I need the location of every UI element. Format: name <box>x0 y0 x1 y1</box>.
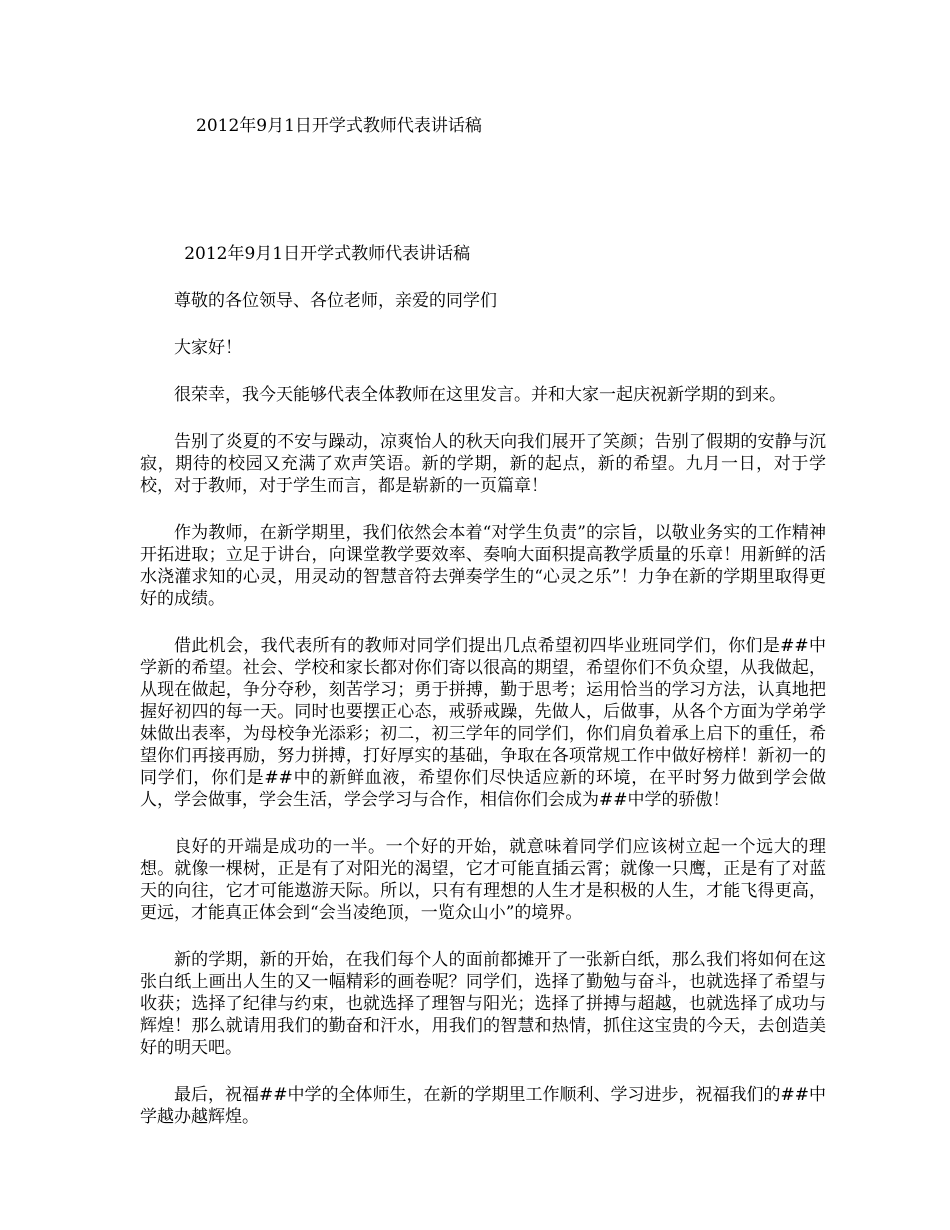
document-body <box>140 243 826 1153</box>
paragraph-opening: 很荣幸，我今天能够代表全体教师在这里发言。并和大家一起庆祝新学期的到来。 <box>174 385 786 405</box>
paragraph-ideals: 良好的开端是成功的一半。一个好的开始，就意味着同学们应该树立起一个远大的理想。就像一棵树，正是有了对阳光的渴望，它才可能直插云霄；就像一只鹰，正是有了对蓝天的向往，它才可能遨游天际。所以，只有有理想的人生才是积极的人生，才能飞得更高，更远，才能真正体会到“会当凌绝顶，一览众山小”的境界。 <box>140 837 826 923</box>
speech-title: 2012年9月1日开学式教师代表讲话稿 <box>184 244 471 264</box>
paragraph-teachers: 作为教师，在新学期里，我们依然会本着“对学生负责”的宗旨，以敬业务实的工作精神开拓进取；立足于讲台，向课堂教学要效率、奏响大面积提高教学质量的乐章！用新鲜的活水浇灌求知的心灵，用灵动的智慧音符去弹奏学生的“心灵之乐”！力争在新的学期里取得更好的成绩。 <box>140 523 826 609</box>
paragraph-closing: 最后，祝福##中学的全体师生，在新的学期里工作顺利、学习进步，祝福我们的##中学越办越辉煌。 <box>140 1085 826 1127</box>
paragraph-new-term: 新的学期，新的开始，在我们每个人的面前都摊开了一张新白纸，那么我们将如何在这张白纸上画出人生的又一幅精彩的画卷呢？同学们，选择了勤勉与奋斗，也就选择了希望与收获；选择了纪律与约束，也就选择了理智与阳光；选择了拼搏与超越，也就选择了成功与辉煌！那么就请用我们的勤奋和汗水，用我们的智慧和热情，抓住这宝贵的今天，去创造美好的明天吧。 <box>140 950 826 1058</box>
greeting: 大家好！ <box>174 338 242 358</box>
paragraph-autumn: 告别了炎夏的不安与躁动，凉爽怡人的秋天向我们展开了笑颜；告别了假期的安静与沉寂，期待的校园又充满了欢声笑语。新的学期，新的起点，新的希望。九月一日，对于学校，对于教师，对于学生而言，都是崭新的一页篇章！ <box>140 432 826 496</box>
salutation: 尊敬的各位领导、各位老师，亲爱的同学们 <box>174 291 497 311</box>
document-title: 2012年9月1日开学式教师代表讲话稿 <box>196 116 482 136</box>
paragraph-hopes: 借此机会，我代表所有的教师对同学们提出几点希望初四毕业班同学们，你们是##中学新的希望。社会、学校和家长都对你们寄以很高的期望，希望你们不负众望，从我做起，从现在做起，争分夺秒，刻苦学习；勇于拼搏，勤于思考；运用恰当的学习方法，认真地把握好初四的每一天。同时也要摆正心态，戒骄戒躁，先做人，后做事，从各个方面为学弟学妹做出表率，为母校争光添彩；初二，初三学年的同学们，你们肩负着承上启下的重任，希望你们再接再励，努力拼搏，打好厚实的基础，争取在各项常规工作中做好榜样！新初一的同学们，你们是##中的新鲜血液，希望你们尽快适应新的环境，在平时努力做到学会做人，学会做事，学会生活，学会学习与合作，相信你们会成为##中学的骄傲！ <box>140 636 826 810</box>
